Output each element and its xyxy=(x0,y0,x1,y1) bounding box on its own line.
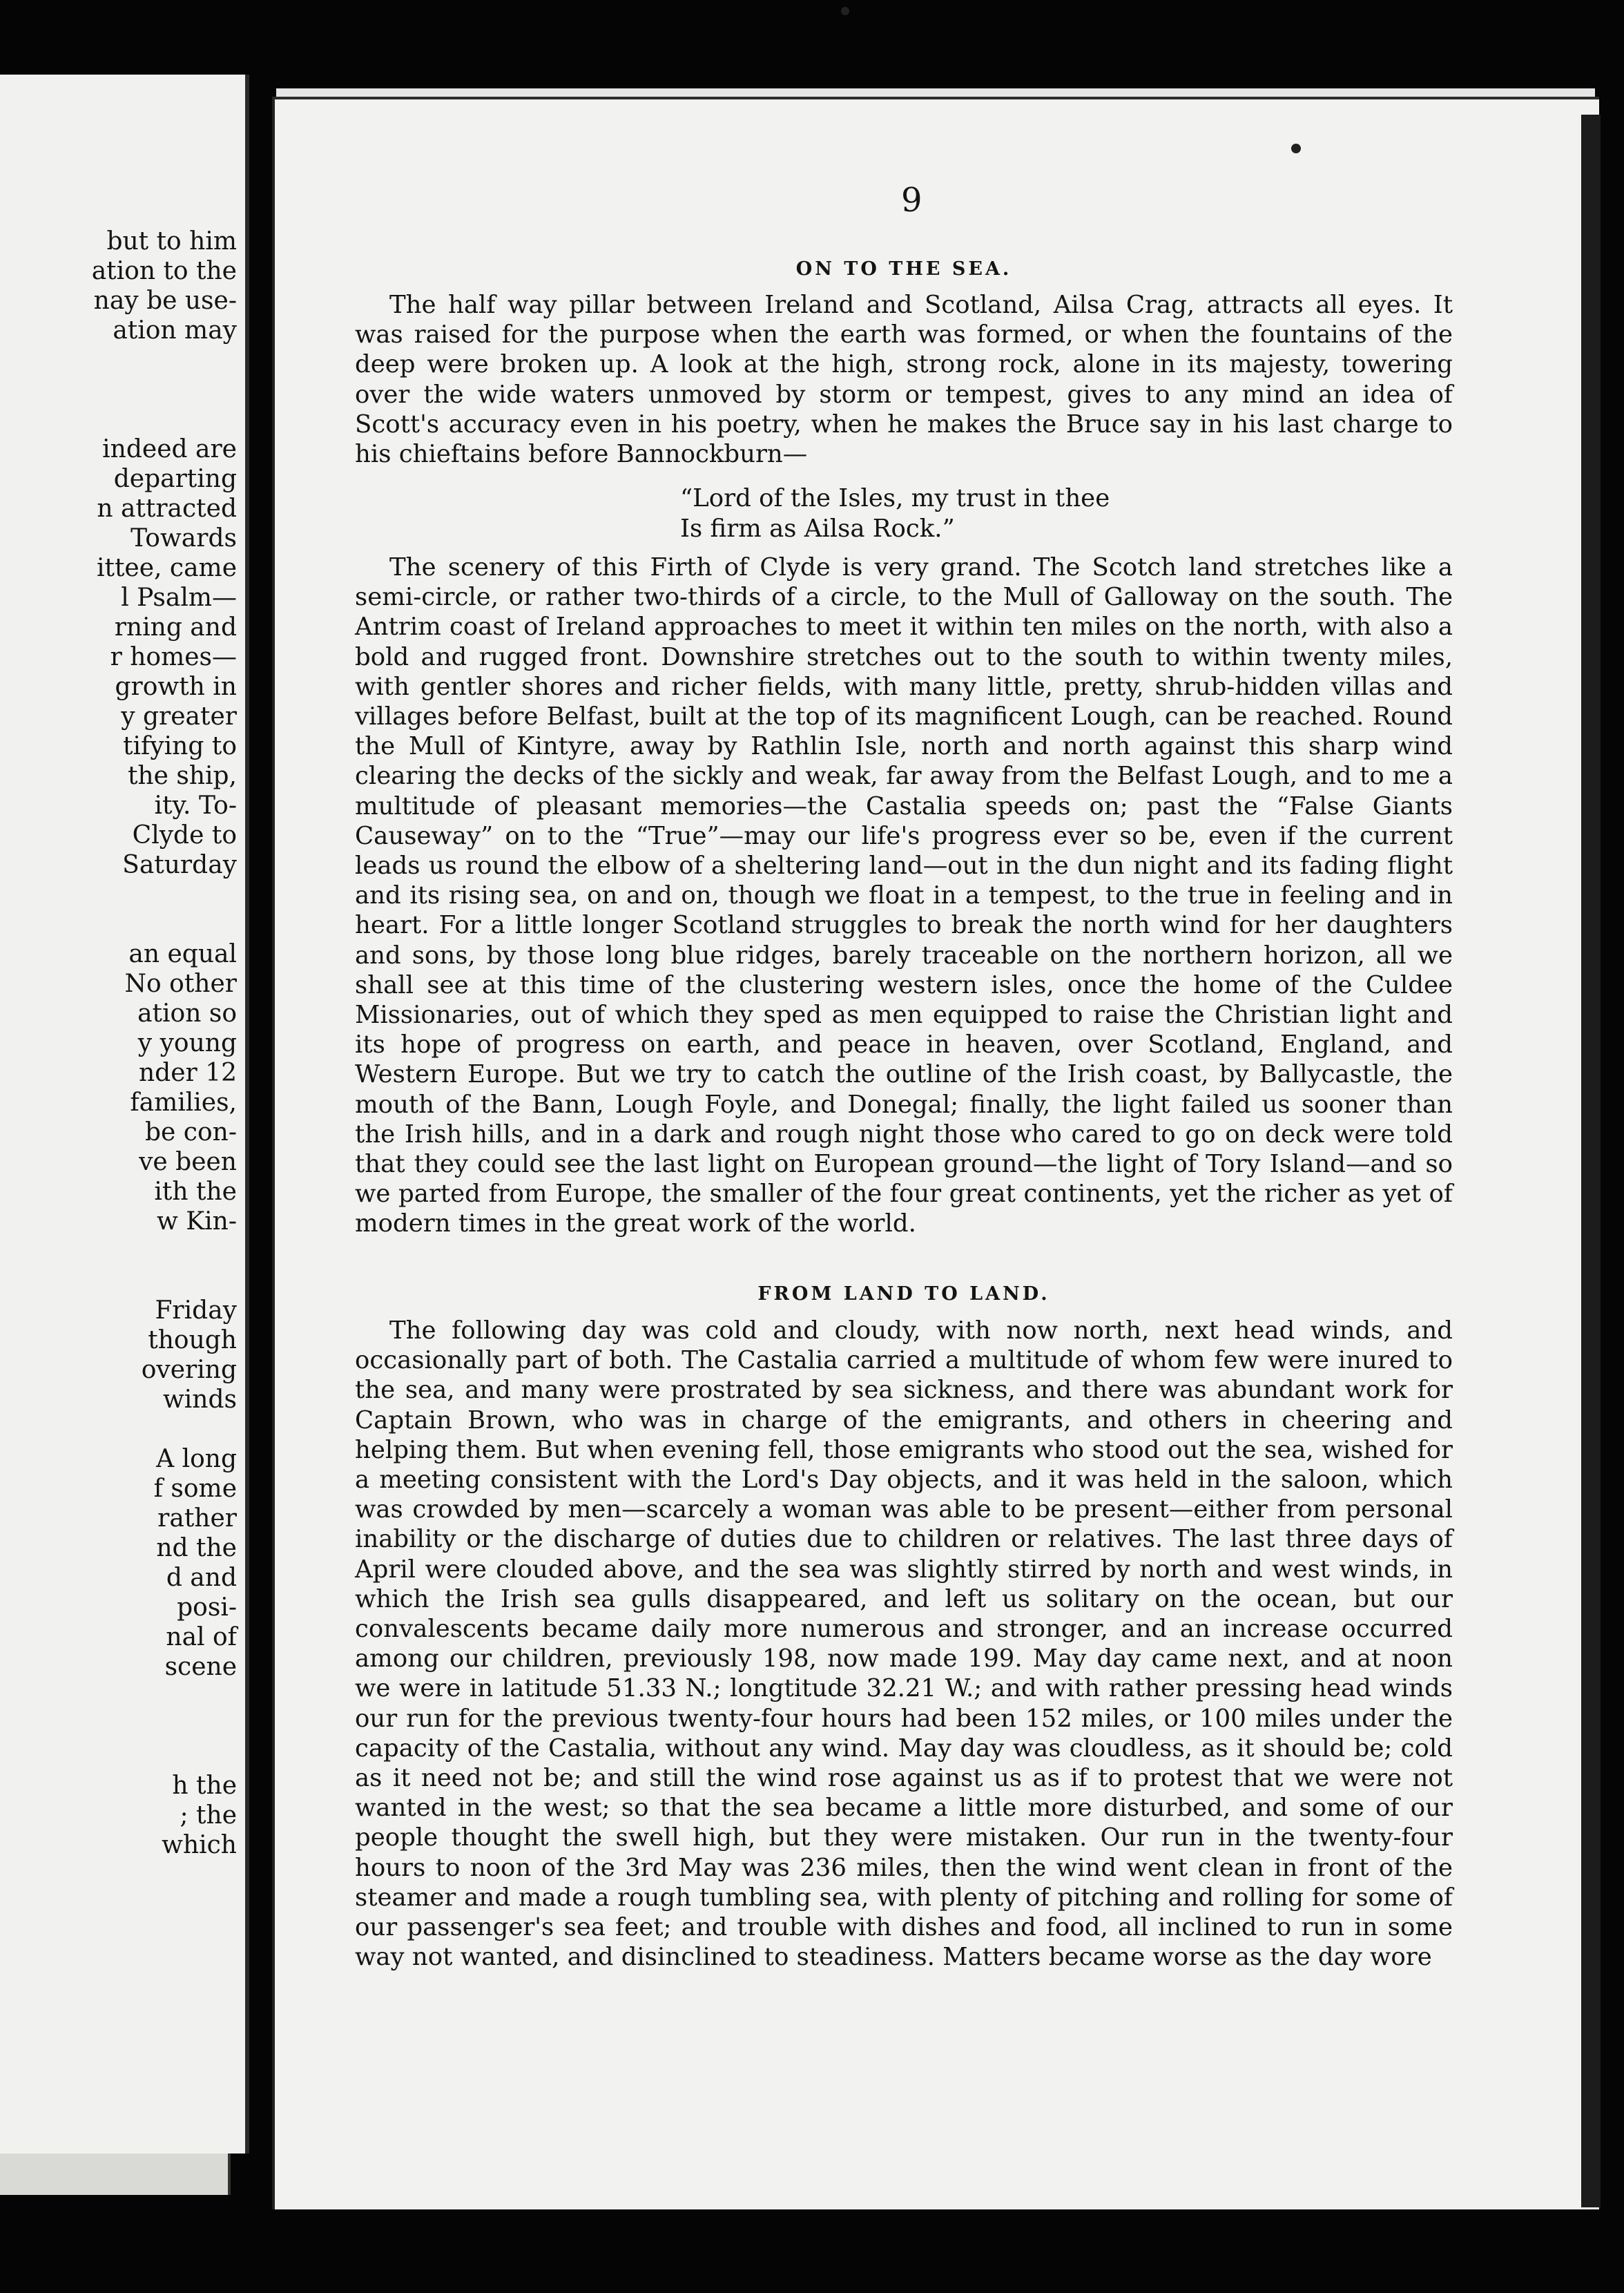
left-page-text-fragment: rning and xyxy=(114,613,237,642)
left-page-text-fragment: No other xyxy=(124,970,237,998)
left-page-text-fragment: departing xyxy=(113,465,237,493)
left-page-text-fragment: nd the xyxy=(156,1534,237,1562)
left-page-text-fragment: though xyxy=(148,1326,237,1354)
left-page-text-fragment: ittee, came xyxy=(96,554,237,582)
left-page-text-fragment: winds xyxy=(162,1385,237,1414)
left-page-text-fragment: ve been xyxy=(139,1148,237,1176)
poem-line-1: “Lord of the Isles, my trust in thee xyxy=(680,484,1110,512)
left-page-fragment xyxy=(0,75,249,2153)
section-heading-from-land-to-land: FROM LAND TO LAND. xyxy=(757,1283,1050,1305)
left-page-text-fragment: Towards xyxy=(130,524,237,553)
left-page-text-fragment: Clyde to xyxy=(132,821,237,850)
left-page-text-fragment: growth in xyxy=(115,673,237,701)
section-heading-on-to-the-sea: ON TO THE SEA. xyxy=(795,258,1012,280)
left-page-text-fragment: which xyxy=(162,1831,237,1859)
paragraph-ailsa-crag: The half way pillar between Ireland and Scotland, Ailsa Crag, attracts all eyes. It was raised for the purpose when the earth was formed, or when the fountains of the deep were broken up. A look at the high, strong rock, alone in its majesty, towering over the wide waters unmoved by storm or tempest, gives to any mind an idea of Scott's accuracy even in his poetry, when he makes the Bruce say in his last charge to his chieftains before Bannockburn— xyxy=(355,291,1453,469)
left-page-text-fragment: overing xyxy=(141,1356,237,1384)
left-page-text-fragment: h the xyxy=(172,1772,237,1800)
left-page-text-fragment: ; the xyxy=(180,1801,237,1830)
left-page-text-fragment: d and xyxy=(166,1564,237,1592)
left-page-text-fragment: tifying to xyxy=(123,732,237,760)
left-page-text-fragment: but to him xyxy=(106,227,237,256)
page-right-shadow xyxy=(1581,115,1601,2207)
left-page-text-fragment: n attracted xyxy=(97,495,237,523)
left-page-text-fragment: y young xyxy=(137,1029,237,1057)
left-page-text-fragment: Friday xyxy=(155,1296,237,1325)
left-page-text-fragment: ity. To- xyxy=(154,791,237,820)
paragraph-following-day: The following day was cold and cloudy, with now north, next head winds, and occasionally part of both. The Castalia carried a multitude of whom few were inured to the sea, and many were prostrated by sea sickness, and there was abundant work for Captain Brown, who was in charge of the emigrants, and others in cheering and helping them. But when evening fell, those emigrants who stood out the sea, wished for a meeting consistent with the Lord's Day objects, and it was held in the saloon, which was crowded by men—scarcely a woman was able to be present—either from personal inability or the discharge of duties due to children or relatives. The last three days of April were clouded above, and the sea was slightly stirred by north and west winds, in which the Irish sea gulls disappeared, and left us solitary on the ocean, but our convalescents became daily more numerous and stronger, and an increase occurred among our children, previously 198, now made 199. May day came next, and at noon we were in latitude 51.33 N.; longtitude 32.21 W.; and with rather pressing head winds our run for the previous twenty-four hours had been 152 miles, or 100 miles under the capacity of the Castalia, without any wind. May day was cloudless, as it should be; cold as it need not be; and still the wind rose against us as if to protest that we were not wanted in the west; so that the sea became a little more disturbed, and some of our people thought the swell high, but they were mistaken. Our run in the twenty-four hours to noon of the 3rd May was 236 miles, then the wind went clean in front of the steamer and made a rough tumbling sea, with plenty of pitching and rolling for some of our passenger's sea feet; and trouble with dishes and food, all inclined to run in some way not wanted, and disinclined to steadiness. Matters became worse as the day wore xyxy=(355,1316,1453,1972)
left-page-text-fragment: f some xyxy=(153,1475,237,1503)
left-page-text-fragment: ation to the xyxy=(91,257,237,285)
left-page-text-fragment: ith the xyxy=(154,1178,237,1206)
left-page-text-fragment: an equal xyxy=(128,940,237,968)
paragraph-firth-of-clyde: The scenery of this Firth of Clyde is very grand. The Scotch land stretches like a semi-circle, or rather two-thirds of a circle, to the Mull of Galloway on the south. The Antrim coast of Ireland approaches to meet it within ten miles on the north, with also a bold and rugged front. Downshire stretches out to the south to within twenty miles, with gentler shores and richer fields, with many little, pretty, shrub-hidden villas and villages before Belfast, built at the top of its magnificent Lough, can be reached. Round the Mull of Kintyre, away by Rathlin Isle, north and north against this sharp wind clearing the decks of the sickly and weak, far away from the Belfast Lough, and to me a multitude of pleasant memories—the Castalia speeds on; past the “False Giants Causeway” on to the “True”—may our life's progress ever so be, even if the current leads us round the elbow of a sheltering land—out in the dun night and its fading flight and its rising sea, on and on, though we float in a tempest, to the true in feeling and in heart. For a little longer Scotland struggles to break the north wind for her daughters and sons, by those long blue ridges, barely traceable on the northern horizon, all we shall see at this time of the clustering western isles, once the home of the Culdee Missionaries, out of which they sped as men equipped to raise the Christian light and its hope of progress on earth, and peace in heaven, over Scotland, England, and Western Europe. But we try to catch the outline of the Irish coast, by Ballycastle, the mouth of the Bann, Lough Foyle, and Donegal; finally, the light failed us sooner than the Irish hills, and in a dark and rough night those who cared to go on deck were told that they could see the last light on European ground—the light of Tory Island—and so we parted from Europe, the smaller of the four great continents, yet the richer as yet of modern times in the great work of the world. xyxy=(355,553,1453,1238)
left-page-text-fragment: r homes— xyxy=(110,643,237,671)
left-page-text-fragment: l Psalm— xyxy=(121,584,237,612)
left-page-text-fragment: nder 12 xyxy=(139,1059,237,1087)
left-page-text-fragment: rather xyxy=(157,1504,237,1533)
ink-speck xyxy=(1291,144,1301,153)
left-page-text-fragment: the ship, xyxy=(127,762,237,790)
left-page-text-fragment: ation may xyxy=(113,316,237,345)
left-page-bottom-edge xyxy=(0,2153,231,2195)
left-page-text-fragment: w Kin- xyxy=(156,1207,237,1236)
left-page-text-fragment: posi- xyxy=(177,1593,237,1622)
left-page-text-fragment: Saturday xyxy=(122,851,237,879)
ink-speck xyxy=(841,7,849,15)
left-page-text-fragment: indeed are xyxy=(102,435,237,463)
left-page-text-fragment: y greater xyxy=(121,702,237,731)
left-page-text-fragment: ation so xyxy=(137,999,237,1028)
left-page-text-fragment: nay be use- xyxy=(93,287,237,315)
page-number: 9 xyxy=(901,181,922,220)
left-page-text-fragment: families, xyxy=(130,1088,237,1117)
left-page-text-fragment: A long xyxy=(156,1445,237,1473)
poem-line-2: Is firm as Ailsa Rock.” xyxy=(680,515,955,543)
left-page-text-fragment: scene xyxy=(164,1653,237,1681)
left-page-text-fragment: be con- xyxy=(145,1118,237,1146)
left-page-text-fragment: nal of xyxy=(166,1623,237,1651)
